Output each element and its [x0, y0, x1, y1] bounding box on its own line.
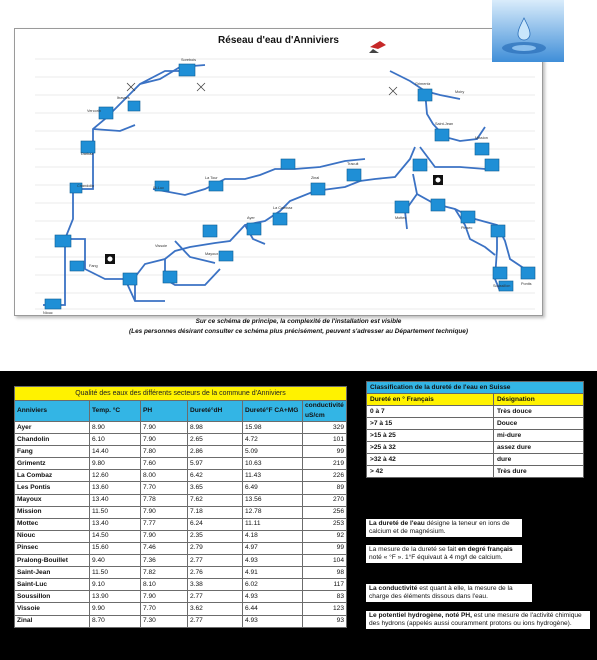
- cell-ph: 7.90: [141, 506, 188, 518]
- table-row: [15, 458, 347, 470]
- svg-text:Mottec: Mottec: [395, 216, 407, 220]
- cell-ph: 7.78: [141, 494, 188, 506]
- cell-ph: 7.90: [141, 591, 188, 603]
- table-row: [15, 494, 347, 506]
- cell-anniviers: Zinal: [15, 615, 90, 627]
- note-mesure-a: La mesure de la dureté se fait: [369, 546, 459, 553]
- cell-durete-dh: 2.86: [188, 446, 243, 458]
- cell-temp: 13.60: [90, 482, 141, 494]
- cell-durete-f: 10.63: [243, 458, 303, 470]
- cell-temp: 13.90: [90, 591, 141, 603]
- quality-table-body: [15, 422, 347, 628]
- cell-durete-f: 6.49: [243, 482, 303, 494]
- svg-text:Pinsec: Pinsec: [461, 226, 473, 230]
- cell-anniviers: Mission: [15, 506, 90, 518]
- cell-conductivite: 89: [303, 482, 347, 494]
- svg-text:Zinal: Zinal: [311, 176, 320, 180]
- header-temp: Temp. °C: [90, 401, 141, 422]
- cell-designation: Douce: [494, 418, 584, 430]
- svg-text:Sorebois: Sorebois: [181, 58, 196, 62]
- cell-conductivite: 98: [303, 567, 347, 579]
- cell-temp: 11.50: [90, 567, 141, 579]
- cell-durete-dh: 2.77: [188, 591, 243, 603]
- svg-text:Vercorin: Vercorin: [87, 109, 101, 113]
- cell-ph: 7.90: [141, 422, 188, 434]
- header-durete-dh: Dureté°dH: [188, 401, 243, 422]
- cell-range: 0 à 7: [367, 406, 494, 418]
- cell-conductivite: 104: [303, 555, 347, 567]
- table-row: [15, 555, 347, 567]
- svg-text:Moiry: Moiry: [455, 90, 465, 94]
- cell-range: > 42: [367, 466, 494, 478]
- network-diagram: [14, 28, 543, 316]
- cell-durete-dh: 2.77: [188, 555, 243, 567]
- classification-table-body: [367, 406, 584, 478]
- svg-text:Vissoie: Vissoie: [155, 244, 168, 248]
- cell-ph: 7.77: [141, 518, 188, 530]
- cell-anniviers: Pinsec: [15, 542, 90, 554]
- table-row: [15, 591, 347, 603]
- cell-durete-f: 4.72: [243, 434, 303, 446]
- svg-text:Ayer: Ayer: [247, 216, 255, 220]
- table-row: [15, 506, 347, 518]
- cell-designation: dure: [494, 454, 584, 466]
- table-row: [15, 470, 347, 482]
- svg-text:Chandolin: Chandolin: [77, 184, 95, 188]
- note-ph: [366, 611, 590, 629]
- water-drop-logo: [492, 0, 564, 62]
- cell-durete-f: 11.11: [243, 518, 303, 530]
- cell-durete-dh: 6.42: [188, 470, 243, 482]
- cell-durete-f: 11.43: [243, 470, 303, 482]
- cell-anniviers: Ayer: [15, 422, 90, 434]
- cell-designation: mi-dure: [494, 430, 584, 442]
- cell-durete-f: 4.93: [243, 555, 303, 567]
- svg-text:Darbaz: Darbaz: [81, 152, 94, 156]
- cell-anniviers: Mayoux: [15, 494, 90, 506]
- cell-ph: 7.60: [141, 458, 188, 470]
- cell-durete-dh: 7.62: [188, 494, 243, 506]
- cell-durete-dh: 7.18: [188, 506, 243, 518]
- quality-table-title: Qualité des eaux des différents secteurs de la commune d'Anniviers: [15, 387, 347, 401]
- table-row: [15, 530, 347, 542]
- cell-ph: 8.00: [141, 470, 188, 482]
- cell-conductivite: 83: [303, 591, 347, 603]
- cell-temp: 6.10: [90, 434, 141, 446]
- note-durete-bold: La dureté de l'eau: [369, 520, 425, 527]
- svg-text:Fang: Fang: [89, 264, 98, 268]
- cell-durete-dh: 2.65: [188, 434, 243, 446]
- cell-conductivite: 329: [303, 422, 347, 434]
- cell-anniviers: Fang: [15, 446, 90, 458]
- cell-anniviers: Les Pontis: [15, 482, 90, 494]
- cell-durete-dh: 6.24: [188, 518, 243, 530]
- cell-durete-dh: 2.77: [188, 615, 243, 627]
- note-mesure: [366, 545, 522, 563]
- table-row: [367, 454, 584, 466]
- table-row: [15, 579, 347, 591]
- svg-text:Pontis: Pontis: [521, 282, 532, 286]
- cell-ph: 7.46: [141, 542, 188, 554]
- cell-anniviers: Chandolin: [15, 434, 90, 446]
- cell-temp: 14.40: [90, 446, 141, 458]
- cell-ph: 7.82: [141, 567, 188, 579]
- cell-durete-dh: 2.79: [188, 542, 243, 554]
- table-row: [367, 442, 584, 454]
- cell-ph: 7.30: [141, 615, 188, 627]
- cell-anniviers: Vissoie: [15, 603, 90, 615]
- cell-anniviers: Saint-Luc: [15, 579, 90, 591]
- cell-durete-f: 6.44: [243, 603, 303, 615]
- svg-text:Soussillon: Soussillon: [493, 284, 511, 288]
- table-row: [15, 542, 347, 554]
- cell-durete-f: 4.93: [243, 591, 303, 603]
- cell-range: >32 à 42: [367, 454, 494, 466]
- classification-header: [367, 394, 584, 406]
- cell-ph: 7.70: [141, 482, 188, 494]
- cell-conductivite: 99: [303, 446, 347, 458]
- cell-durete-f: 4.93: [243, 615, 303, 627]
- svg-text:Grimentz: Grimentz: [415, 82, 431, 86]
- cell-ph: 8.10: [141, 579, 188, 591]
- cell-anniviers: Grimentz: [15, 458, 90, 470]
- cell-durete-f: 13.56: [243, 494, 303, 506]
- cell-durete-dh: 3.65: [188, 482, 243, 494]
- cell-durete-f: 4.18: [243, 530, 303, 542]
- svg-text:Saint-Jean: Saint-Jean: [435, 122, 454, 126]
- cell-ph: 7.36: [141, 555, 188, 567]
- cell-temp: 8.90: [90, 422, 141, 434]
- cell-ph: 7.70: [141, 603, 188, 615]
- table-row: [15, 446, 347, 458]
- header-durete-f: Dureté°F CA+MG: [243, 401, 303, 422]
- header-conductivite: conductivité uS/cm: [303, 401, 347, 422]
- cell-temp: 13.40: [90, 518, 141, 530]
- table-row: [15, 482, 347, 494]
- table-row: [15, 518, 347, 530]
- cell-anniviers: Mottec: [15, 518, 90, 530]
- table-row: [367, 430, 584, 442]
- cell-conductivite: 101: [303, 434, 347, 446]
- note-conductivite-bold: La conductivité: [369, 585, 418, 592]
- table-row: [15, 422, 347, 434]
- table-row: [367, 466, 584, 478]
- cell-durete-dh: 5.97: [188, 458, 243, 470]
- header-designation: Désignation: [494, 394, 584, 406]
- cell-range: >7 à 15: [367, 418, 494, 430]
- cell-conductivite: 219: [303, 458, 347, 470]
- svg-text:St-Luc: St-Luc: [153, 186, 164, 190]
- cell-temp: 11.50: [90, 506, 141, 518]
- cell-ph: 7.80: [141, 446, 188, 458]
- cell-durete-dh: 2.35: [188, 530, 243, 542]
- cell-anniviers: La Combaz: [15, 470, 90, 482]
- cell-anniviers: Soussillon: [15, 591, 90, 603]
- water-quality-table: [14, 386, 347, 628]
- cell-anniviers: Pralong-Bouillet: [15, 555, 90, 567]
- header-durete-francais: Dureté en ° Français: [367, 394, 494, 406]
- cell-conductivite: 270: [303, 494, 347, 506]
- hardness-classification-table: [366, 381, 584, 478]
- cell-temp: 13.40: [90, 494, 141, 506]
- cell-durete-dh: 2.76: [188, 567, 243, 579]
- cell-conductivite: 256: [303, 506, 347, 518]
- cell-conductivite: 92: [303, 530, 347, 542]
- cell-durete-f: 6.02: [243, 579, 303, 591]
- quality-table-header: [15, 401, 347, 422]
- table-row: [15, 603, 347, 615]
- cell-durete-f: 4.97: [243, 542, 303, 554]
- diagram-title: Réseau d'eau d'Anniviers: [218, 35, 339, 46]
- svg-text:Tracuit: Tracuit: [347, 162, 359, 166]
- cell-temp: 9.40: [90, 555, 141, 567]
- cell-designation: assez dure: [494, 442, 584, 454]
- cell-conductivite: 117: [303, 579, 347, 591]
- cell-ph: 7.90: [141, 434, 188, 446]
- svg-text:Mayoux: Mayoux: [205, 252, 219, 256]
- cell-conductivite: 99: [303, 542, 347, 554]
- table-row: [15, 434, 347, 446]
- note-durete: [366, 519, 522, 537]
- network-schematic: [15, 29, 542, 315]
- cell-durete-f: 12.78: [243, 506, 303, 518]
- svg-text:La Tour: La Tour: [205, 176, 218, 180]
- svg-text:Itravers: Itravers: [117, 96, 130, 100]
- diagram-caption-line2: (Les personnes désirant consulter ce schéma plus précisément, peuvent s'adresser au Département technique): [129, 328, 468, 335]
- cell-durete-dh: 3.38: [188, 579, 243, 591]
- cell-durete-f: 15.98: [243, 422, 303, 434]
- cell-conductivite: 93: [303, 615, 347, 627]
- table-row: [15, 615, 347, 627]
- cell-conductivite: 123: [303, 603, 347, 615]
- cell-durete-dh: 3.62: [188, 603, 243, 615]
- svg-text:Niouc: Niouc: [43, 311, 53, 315]
- svg-text:La Combaz: La Combaz: [273, 206, 293, 210]
- note-conductivite-text: est quant à elle, la mesure de la charge des éléments dissous dans l'eau.: [369, 585, 513, 600]
- cell-durete-dh: 8.98: [188, 422, 243, 434]
- cell-temp: 9.90: [90, 603, 141, 615]
- note-ph-text: est une mesure de l'activité chimique des hydrons (appelés aussi couramment protons ou ions hydrogène).: [369, 612, 582, 627]
- cell-anniviers: Niouc: [15, 530, 90, 542]
- note-durete-text: désigne la teneur en ions de calcium et de magnésium.: [369, 520, 510, 535]
- diagram-caption-line1: Sur ce schéma de principe, la complexité de l'installation est visible: [195, 318, 402, 325]
- cell-designation: Très dure: [494, 466, 584, 478]
- note-mesure-bold: en degré français: [458, 546, 513, 553]
- note-ph-bold: Le potentiel hydrogène, noté PH,: [369, 612, 472, 619]
- cell-conductivite: 253: [303, 518, 347, 530]
- cell-temp: 15.60: [90, 542, 141, 554]
- cell-conductivite: 226: [303, 470, 347, 482]
- note-conductivite: [366, 584, 532, 602]
- header-ph: PH: [141, 401, 188, 422]
- svg-text:Mission: Mission: [475, 136, 488, 140]
- cell-range: >15 à 25: [367, 430, 494, 442]
- cell-temp: 9.10: [90, 579, 141, 591]
- cell-temp: 9.80: [90, 458, 141, 470]
- cell-ph: 7.90: [141, 530, 188, 542]
- table-row: [367, 406, 584, 418]
- classification-title: Classification de la dureté de l'eau en Suisse: [367, 382, 584, 394]
- cell-temp: 8.70: [90, 615, 141, 627]
- cell-anniviers: Saint-Jean: [15, 567, 90, 579]
- cell-durete-f: 5.09: [243, 446, 303, 458]
- cell-durete-f: 4.91: [243, 567, 303, 579]
- header-anniviers: Anniviers: [15, 401, 90, 422]
- cell-designation: Très douce: [494, 406, 584, 418]
- cell-range: >25 à 32: [367, 442, 494, 454]
- table-row: [15, 567, 347, 579]
- cell-temp: 14.50: [90, 530, 141, 542]
- note-mesure-b: noté « °F ». 1°F équivaut à 4 mg/l de calcium.: [369, 554, 503, 561]
- cell-temp: 12.60: [90, 470, 141, 482]
- table-row: [367, 418, 584, 430]
